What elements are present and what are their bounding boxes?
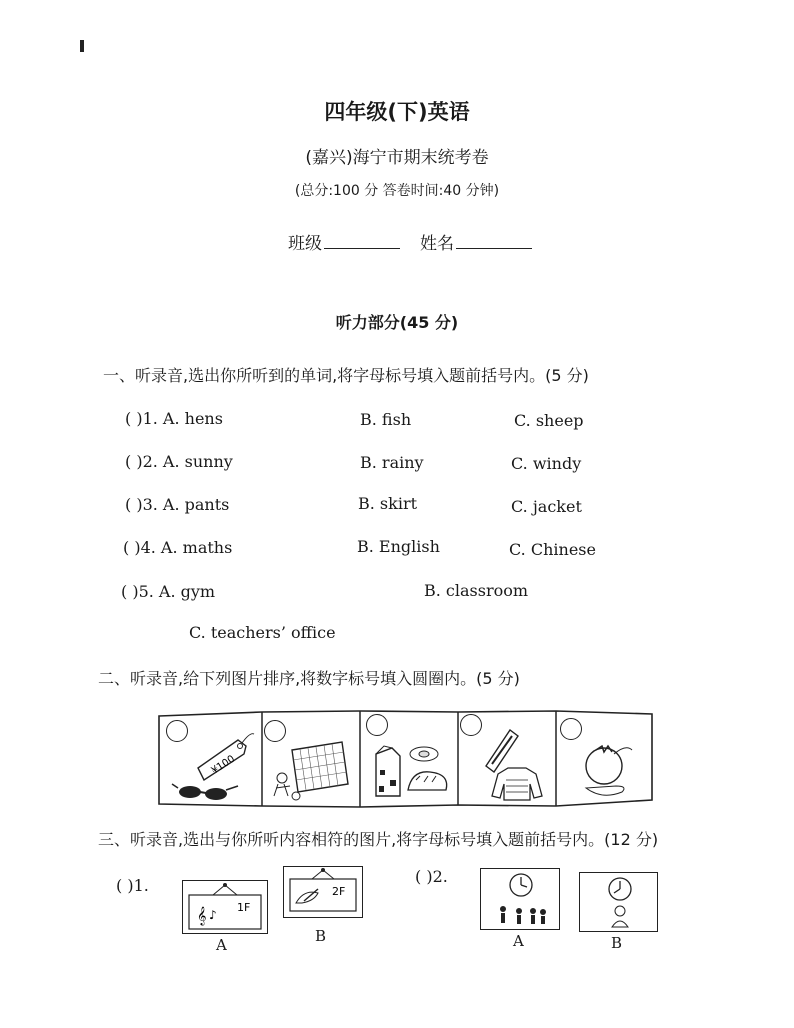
q3-stem: ( )3. A. pants <box>125 495 230 514</box>
s3-q2-label-b: B <box>611 934 623 952</box>
class-blank[interactable] <box>324 234 400 249</box>
q3-option-c: C. jacket <box>511 497 582 516</box>
q4-option-c: C. Chinese <box>509 540 596 559</box>
soccer-goal-icon <box>262 710 360 806</box>
q5-option-b: B. classroom <box>424 581 529 600</box>
clock-kids-icon <box>481 869 559 929</box>
vegetables-icon <box>556 710 652 806</box>
s3-sign-a-floor: 1F <box>237 901 251 914</box>
score-info: (总分:100 分 答卷时间:40 分钟) <box>294 183 500 199</box>
picture-cell-5 <box>556 710 652 806</box>
q1-option-b: B. fish <box>360 410 412 429</box>
art-room-sign-icon <box>284 867 362 917</box>
s3-sign-b-floor: 2F <box>332 885 346 898</box>
clock-child-icon <box>580 873 657 931</box>
class-field[interactable] <box>288 229 400 254</box>
q2-option-c: C. windy <box>511 454 582 473</box>
svg-text:♪: ♪ <box>209 908 217 922</box>
s3-q2-stem: ( )2. <box>415 867 448 886</box>
s3-q1-picture-a <box>182 880 268 934</box>
breakfast-icon <box>360 710 458 806</box>
q4-stem: ( )4. A. maths <box>123 538 233 557</box>
q1-option-c: C. sheep <box>514 411 584 430</box>
name-field[interactable] <box>420 229 532 254</box>
class-label: 班级 <box>288 234 322 254</box>
price-tag-sunglasses-icon <box>158 710 262 806</box>
thermometer-sweater-icon <box>458 710 556 806</box>
scan-mark <box>80 40 84 52</box>
q1-stem: ( )1. A. hens <box>125 409 223 428</box>
s3-q2-label-a: A <box>513 932 524 950</box>
q3-option-b: B. skirt <box>358 494 418 513</box>
section1-instruction: 一、听录音,选出你所听到的单词,将字母标号填入题前括号内。(5 分) <box>103 366 589 385</box>
price-tag-text: ¥100 <box>209 753 237 777</box>
s3-q1-label-a: A <box>216 936 227 954</box>
q2-option-b: B. rainy <box>360 453 424 472</box>
picture-cell-1 <box>158 710 262 806</box>
s3-q1-stem: ( )1. <box>116 876 149 895</box>
picture-cell-3 <box>360 710 458 806</box>
svg-text:𝄞: 𝄞 <box>197 906 207 925</box>
section3-instruction: 三、听录音,选出与你所听内容相符的图片,将字母标号填入题前括号内。(12 分) <box>98 830 659 849</box>
exam-subtitle: (嘉兴)海宁市期末统考卷 <box>305 148 489 168</box>
s3-q2-picture-a <box>480 868 560 930</box>
name-label: 姓名 <box>420 234 454 254</box>
listening-heading: 听力部分(45 分) <box>335 313 459 332</box>
picture-cell-4 <box>458 710 556 806</box>
exam-title: 四年级(下)英语 <box>324 100 470 124</box>
s3-q1-picture-b <box>283 866 363 918</box>
q5-option-c: C. teachers’ office <box>189 623 336 642</box>
q2-stem: ( )2. A. sunny <box>125 452 233 471</box>
q5-stem: ( )5. A. gym <box>121 582 216 601</box>
s3-q2-picture-b <box>579 872 658 932</box>
s3-q1-label-b: B <box>315 927 327 945</box>
section2-instruction: 二、听录音,给下列图片排序,将数字标号填入圆圈内。(5 分) <box>98 669 520 688</box>
picture-cell-2 <box>262 710 360 806</box>
picture-strip <box>158 710 653 808</box>
q4-option-b: B. English <box>357 537 440 556</box>
name-blank[interactable] <box>456 234 532 249</box>
music-room-sign-icon <box>183 881 267 933</box>
